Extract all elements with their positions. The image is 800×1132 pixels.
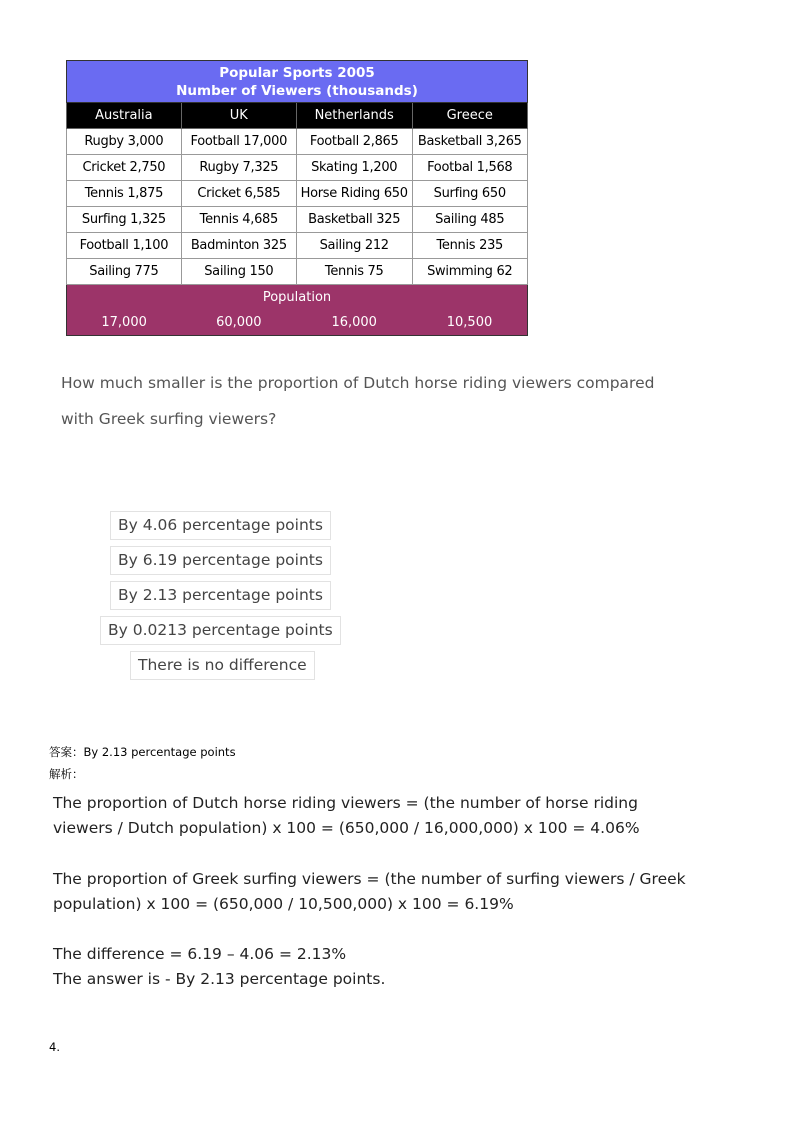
table-cell: Football 2,865 [296, 129, 412, 155]
answer-line [49, 744, 236, 760]
table-cell: Skating 1,200 [296, 155, 412, 181]
table-cell: Sailing 150 [181, 259, 296, 285]
explanation-paragraph-3 [53, 942, 753, 992]
question-text [61, 366, 741, 437]
table-header-row [67, 103, 528, 129]
table-cell: Tennis 75 [296, 259, 412, 285]
column-header: Greece [412, 103, 528, 129]
answer-option-c[interactable]: By 2.13 percentage points [110, 581, 331, 610]
column-header: UK [181, 103, 296, 129]
population-value: 60,000 [181, 310, 296, 336]
answer-label: 答案： [49, 745, 84, 759]
table-cell: Swimming 62 [412, 259, 528, 285]
table-cell: Football 1,100 [67, 233, 182, 259]
table-cell: Sailing 485 [412, 207, 528, 233]
explanation-line: The proportion of Dutch horse riding viewers = (the number of horse riding [53, 794, 638, 812]
table-row [67, 259, 528, 285]
table-cell: Tennis 235 [412, 233, 528, 259]
answer-option-a[interactable]: By 4.06 percentage points [110, 511, 331, 540]
table-row [67, 181, 528, 207]
population-value: 16,000 [296, 310, 412, 336]
population-label: Population [67, 285, 528, 311]
table-cell: Basketball 325 [296, 207, 412, 233]
answer-value: By 2.13 percentage points [83, 745, 236, 759]
table-row [67, 233, 528, 259]
population-value: 17,000 [67, 310, 182, 336]
sports-table [66, 60, 528, 336]
explanation-paragraph-2 [53, 867, 753, 917]
table-cell: Rugby 7,325 [181, 155, 296, 181]
table-cell: Tennis 4,685 [181, 207, 296, 233]
explanation-line: viewers / Dutch population) x 100 = (650,000 / 16,000,000) x 100 = 4.06% [53, 819, 640, 837]
table-title-row [67, 61, 528, 103]
explanation-line: The difference = 6.19 – 4.06 = 2.13% [53, 945, 347, 963]
table-cell: Basketball 3,265 [412, 129, 528, 155]
column-header: Australia [67, 103, 182, 129]
explanation-line: The proportion of Greek surfing viewers = (the number of surfing viewers / Greek [53, 870, 686, 888]
table-cell: Tennis 1,875 [67, 181, 182, 207]
analysis-label: 解析： [49, 767, 84, 781]
population-label-row [67, 285, 528, 311]
table-title-line2: Number of Viewers (thousands) [176, 82, 418, 99]
answer-option-e[interactable]: There is no difference [130, 651, 315, 680]
column-header: Netherlands [296, 103, 412, 129]
table-cell: Rugby 3,000 [67, 129, 182, 155]
explanation-line: population) x 100 = (650,000 / 10,500,000) x 100 = 6.19% [53, 895, 514, 913]
table-title-line1: Popular Sports 2005 [219, 64, 375, 81]
question-line: How much smaller is the proportion of Dutch horse riding viewers compared [61, 374, 655, 392]
population-value: 10,500 [412, 310, 528, 336]
explanation-line: The answer is - By 2.13 percentage points. [53, 970, 386, 988]
table-row [67, 155, 528, 181]
table-title [67, 61, 528, 103]
question-line: with Greek surfing viewers? [61, 409, 277, 428]
table-cell: Horse Riding 650 [296, 181, 412, 207]
table-cell: Badminton 325 [181, 233, 296, 259]
table-row [67, 207, 528, 233]
table-cell: Surfing 650 [412, 181, 528, 207]
explanation-paragraph-1 [53, 791, 753, 841]
table-cell: Football 17,000 [181, 129, 296, 155]
table-cell: Sailing 775 [67, 259, 182, 285]
table-cell: Cricket 6,585 [181, 181, 296, 207]
answer-option-d[interactable]: By 0.0213 percentage points [100, 616, 341, 645]
table-cell: Cricket 2,750 [67, 155, 182, 181]
table-row [67, 129, 528, 155]
table-cell: Footbal 1,568 [412, 155, 528, 181]
table-cell: Sailing 212 [296, 233, 412, 259]
table-cell: Surfing 1,325 [67, 207, 182, 233]
answer-option-b[interactable]: By 6.19 percentage points [110, 546, 331, 575]
page-number: 4. [49, 1040, 60, 1054]
population-row [67, 310, 528, 336]
